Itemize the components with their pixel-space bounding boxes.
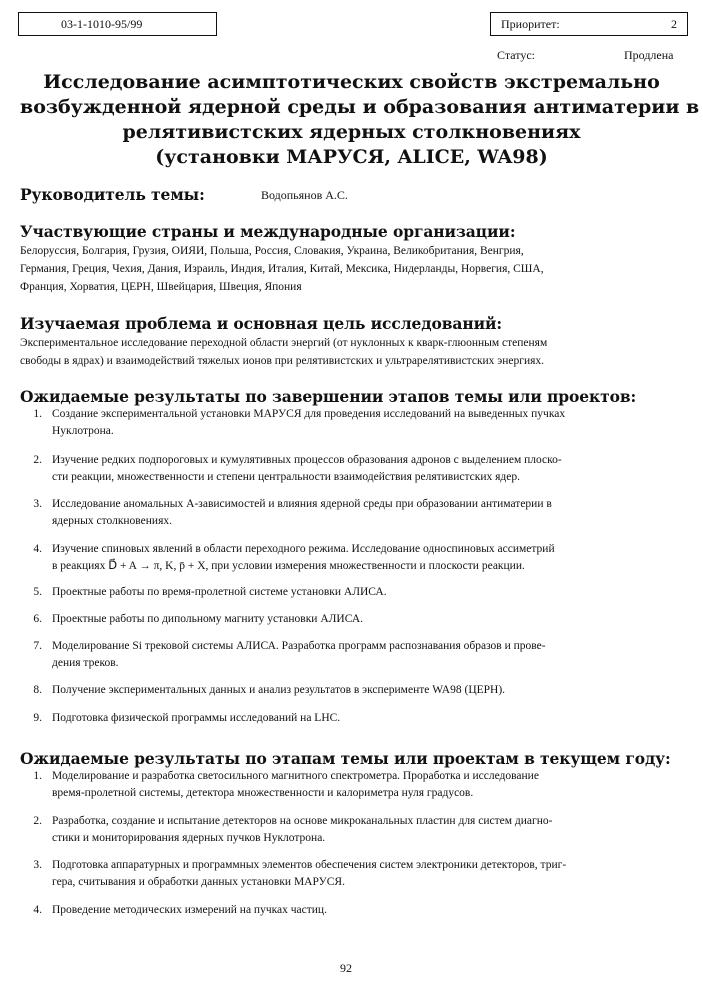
title-line: Исследование асимптотических свойств экстремально	[43, 71, 660, 93]
problem-heading: Изучаемая проблема и основная цель исследований:	[20, 314, 503, 333]
leader-label: Руководитель темы:	[20, 185, 205, 204]
item-line: Нуклотрона.	[52, 425, 114, 437]
priority-value: 2	[671, 17, 677, 31]
title-line: (установки МАРУСЯ, ALICE, WA98)	[155, 146, 548, 168]
participants-line: Германия, Греция, Чехия, Дания, Израиль, Индия, Италия, Китай, Мексика, Нидерланды, Норвегия, США,	[20, 263, 544, 275]
item-number: 2.	[33, 454, 42, 466]
item-line: Создание экспериментальной установки МАРУСЯ для проведения исследований на выведенных пучках	[52, 408, 566, 420]
participants-line: Франция, Хорватия, ЦЕРН, Швейцария, Швеция, Япония	[20, 281, 302, 293]
document-code	[18, 12, 217, 36]
item-line: Моделирование и разработка светосильного магнитного спектрометра. Проработка и исследование	[52, 770, 539, 782]
item-number: 1.	[33, 770, 42, 782]
document-code-text: 03-1-1010-95/99	[61, 17, 143, 31]
item-number: 8.	[33, 684, 42, 696]
item-line: Проектные работы по время-пролетной системе установки АЛИСА.	[52, 586, 387, 598]
item-line: Получение экспериментальных данных и анализ результатов в эксперименте WA98 (ЦЕРН).	[52, 684, 506, 696]
expected-current-heading: Ожидаемые результаты по этапам темы или проектам в текущем году:	[20, 749, 671, 768]
item-line: Изучение спиновых явлений в области переходного режима. Исследование односпиновых ассиметрий	[52, 543, 555, 555]
page-number: 92	[340, 961, 352, 975]
item-number: 5.	[33, 586, 42, 598]
status-label: Статус:	[497, 48, 535, 62]
item-line: Исследование аномальных А-зависимостей и влияния ядерной среды при образовании антиматерии в	[52, 498, 552, 510]
page-title	[20, 70, 700, 170]
item-number: 4.	[33, 543, 42, 555]
item-line: стики и мониторирования ядерных пучков Нуклотрона.	[52, 832, 326, 844]
participants-text	[20, 242, 688, 296]
item-number: 9.	[33, 712, 42, 724]
title-line: релятивистских ядерных столкновениях	[122, 121, 581, 143]
item-line: гера, считывания и обработки данных установки МАРУСЯ.	[52, 876, 345, 888]
problem-line: Экспериментальное исследование переходной области энергий (от нуклонных к кварк-глюонным степеням	[20, 337, 548, 349]
item-line: сти реакции, множественности и степени центральности взаимодействия релятивистских ядер.	[52, 471, 520, 483]
item-number: 2.	[33, 815, 42, 827]
item-number: 4.	[33, 904, 42, 916]
item-line: дения треков.	[52, 657, 119, 669]
expected-final-heading: Ожидаемые результаты по завершении этапов темы или проектов:	[20, 387, 637, 406]
item-number: 1.	[33, 408, 42, 420]
item-line: время-пролетной системы, детектора множественности и калориметра нуля градусов.	[52, 787, 474, 799]
item-line: Разработка, создание и испытание детекторов на основе микроканальных пластин для систем диагно-	[52, 815, 553, 827]
title-line: возбужденной ядерной среды и образования антиматерии в	[20, 96, 700, 118]
item-line: Изучение редких подпороговых и кумулятивных процессов образования адронов с выделением плоско-	[52, 454, 562, 466]
item-line: ядерных столкновениях.	[52, 515, 172, 527]
item-line: Моделирование Si трековой системы АЛИСА. Разработка программ распознавания образов и прове-	[52, 640, 546, 652]
item-number: 6.	[33, 613, 42, 625]
item-line: Подготовка аппаратурных и программных элементов обеспечения систем электроники детекторов, триг-	[52, 859, 567, 871]
item-number: 3.	[33, 859, 42, 871]
participants-heading: Участвующие страны и международные организации:	[20, 222, 516, 241]
item-line: Проектные работы по дипольному магниту установки АЛИСА.	[52, 613, 363, 625]
item-line: Подготовка физической программы исследований на LHC.	[52, 712, 341, 724]
leader-name: Водопьянов А.С.	[261, 188, 348, 202]
item-number: 3.	[33, 498, 42, 510]
item-line: в реакциях D⃗ + A → π, K, p̄ + X, при условии измерения множественности и плоскости реакции.	[52, 560, 525, 572]
priority-box	[490, 12, 688, 36]
problem-text	[20, 334, 688, 370]
item-number: 7.	[33, 640, 42, 652]
participants-line: Белоруссия, Болгария, Грузия, ОИЯИ, Польша, Россия, Словакия, Украина, Великобритания, Венгрия,	[20, 245, 524, 257]
item-line: Проведение методических измерений на пучках частиц.	[52, 904, 327, 916]
problem-line: свободы в ядрах) и взаимодействий тяжелых ионов при релятивистских и ультрарелятивистских энергиях.	[20, 355, 545, 367]
priority-label: Приоритет:	[501, 17, 560, 31]
status-value: Продлена	[624, 48, 674, 62]
